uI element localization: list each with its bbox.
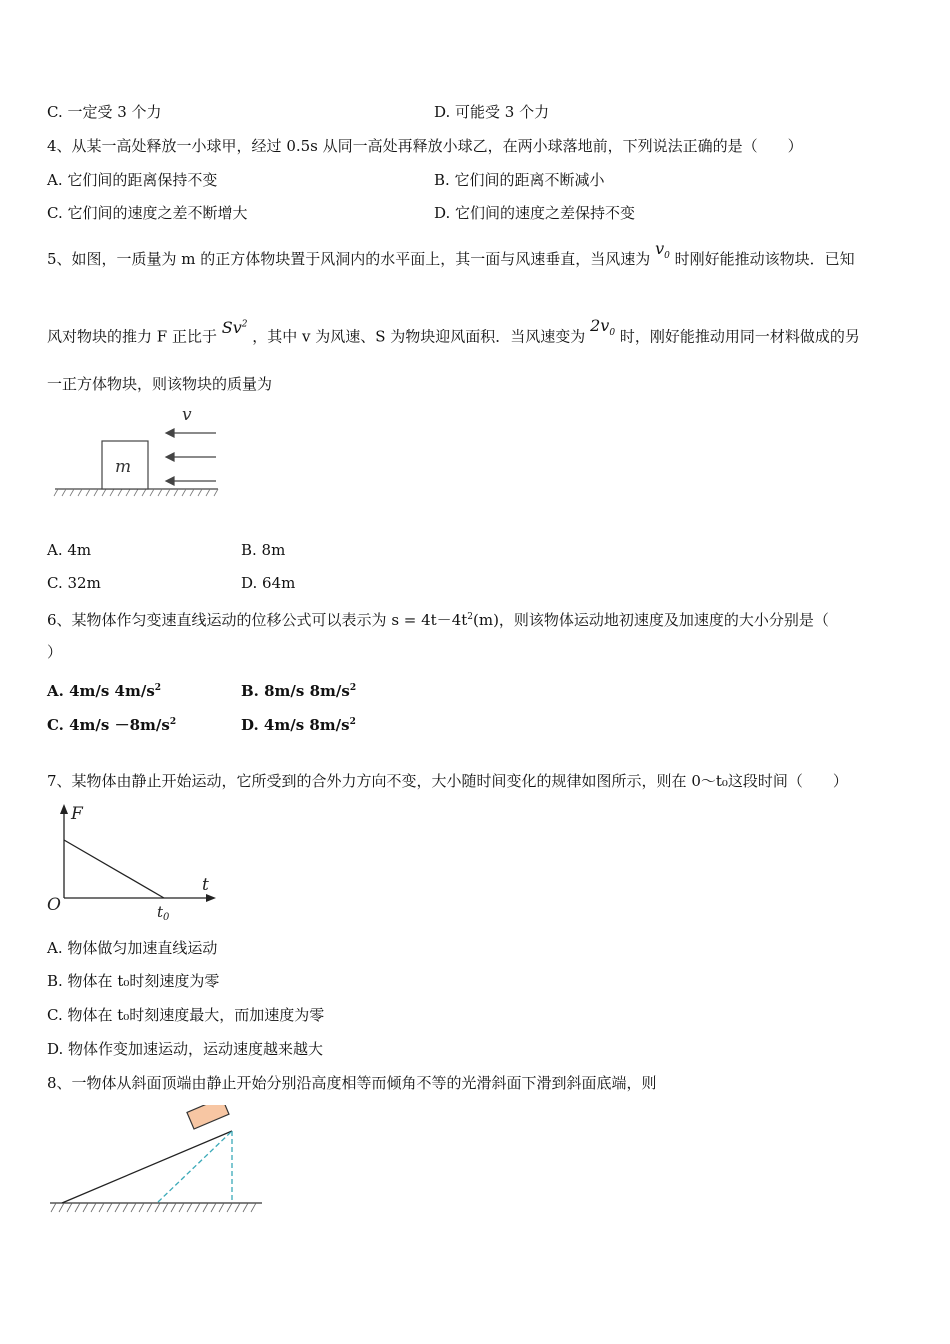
- q5-sv-sup: 2: [241, 320, 248, 330]
- q7-option-c: C. 物体在 t₀时刻速度最大，而加速度为零: [47, 1006, 325, 1024]
- q5-2v0: [590, 316, 616, 339]
- q3-option-c: C. 一定受 3 个力: [47, 103, 162, 121]
- q5-2v0-symbol: 2v: [590, 316, 610, 336]
- q6-option-c-text: C. 4m/s －8m/s: [47, 716, 170, 734]
- q7-origin-label: O: [47, 895, 61, 915]
- q7-option-d: D. 物体作变加速运动，运动速度越来越大: [47, 1040, 324, 1058]
- q6-option-d-sup: 2: [349, 717, 356, 727]
- q5-v0-symbol: v: [655, 239, 665, 258]
- q6-option-b: [241, 678, 356, 701]
- q6-option-a-sup: 2: [154, 683, 162, 693]
- q4-option-a: A. 它们间的距离保持不变: [47, 171, 218, 189]
- q6-stem-line-1: [47, 607, 829, 630]
- q4-option-d: D. 它们间的速度之差保持不变: [434, 204, 636, 222]
- q5-wind-tunnel-figure: [50, 400, 230, 505]
- q5-sv-symbol: Sv: [221, 318, 242, 338]
- q6-option-b-sup: 2: [349, 683, 357, 693]
- q6-option-a: [47, 678, 161, 701]
- q5-velocity-label: v: [182, 405, 192, 425]
- q7-t0-symbol: t: [157, 903, 164, 921]
- q7-t0-sub: 0: [163, 912, 170, 923]
- q5-v0-sub: 0: [664, 251, 670, 262]
- q8-block: [187, 1105, 229, 1129]
- q5-option-d: D. 64m: [241, 574, 296, 592]
- q7-axis-label-t: t: [202, 875, 209, 895]
- q7-t0-label: [157, 903, 170, 923]
- q6-option-d: [241, 712, 356, 735]
- q4-option-b: B. 它们间的距离不断减小: [434, 171, 605, 189]
- q6-option-a-text: A. 4m/s 4m/s: [47, 682, 155, 700]
- q5-wind-arrows: [166, 429, 216, 485]
- q5-stem-2a: 风对物块的推力 F 正比于: [47, 327, 217, 346]
- q4-stem: 4、从某一高处释放一小球甲，经过 0.5s 从同一高处再释放小球乙，在两小球落地前，下列说法正确的是（ ）: [47, 137, 803, 155]
- q5-block-label: m: [115, 457, 132, 477]
- q6-stem-a: 6、某物体作匀变速直线运动的位移公式可以表示为 s = 4t－4t: [47, 611, 468, 629]
- q8-incline-main: [62, 1131, 232, 1203]
- q6-option-b-text: B. 8m/s 8m/s: [241, 682, 350, 700]
- q5-stem-1b: 时刚好能推动该物块．已知: [674, 250, 855, 268]
- q4-option-c: C. 它们间的速度之差不断增大: [47, 204, 248, 222]
- q5-option-a: A. 4m: [47, 541, 92, 559]
- q6-option-c-sup: 2: [169, 717, 177, 727]
- q7-axis-label-f: F: [71, 804, 83, 824]
- q7-force-time-graph: [44, 800, 224, 925]
- q7-option-b: B. 物体在 t₀时刻速度为零: [47, 972, 220, 990]
- q7-force-line: [64, 840, 164, 898]
- q6-option-c: [47, 712, 176, 735]
- q8-stem: 8、一物体从斜面顶端由静止开始分别沿高度相等而倾角不等的光滑斜面下滑到斜面底端，则: [47, 1074, 657, 1092]
- q5-stem-line-2: [47, 316, 860, 354]
- q5-stem-line-1: [47, 239, 855, 276]
- q6-stem-b: (m)，则该物体运动地初速度及加速度的大小分别是（: [473, 611, 829, 629]
- q5-v0: [655, 239, 670, 262]
- q6-option-d-text: D. 4m/s 8m/s: [241, 716, 350, 734]
- q8-incline-steep: [158, 1131, 232, 1202]
- q5-sv2: [222, 318, 248, 337]
- q5-option-c: C. 32m: [47, 574, 101, 592]
- q7-option-a: A. 物体做匀加速直线运动: [47, 939, 218, 957]
- q5-2v0-sub: 0: [609, 328, 616, 339]
- q5-stem-2b: ，其中 v 为风速、S 为物块迎风面积．当风速变为: [252, 327, 586, 346]
- q7-stem: 7、某物体由静止开始运动，它所受到的合外力方向不变，大小随时间变化的规律如图所示，则在 0～t₀这段时间（ ）: [47, 772, 848, 790]
- q6-stem-sup: 2: [467, 612, 473, 622]
- q6-stem-line-2: ）: [47, 643, 63, 661]
- q5-option-b: B. 8m: [241, 541, 286, 559]
- q3-option-d: D. 可能受 3 个力: [434, 103, 550, 121]
- q5-stem-2c: 时，刚好能推动用同一材料做成的另: [619, 327, 860, 346]
- q8-incline-figure: [48, 1105, 264, 1217]
- q5-stem-line-3: 一正方体物块，则该物块的质量为: [47, 375, 273, 393]
- q5-stem-1a: 5、如图，一质量为 m 的正方体物块置于风洞内的水平面上，其一面与风速垂直，当风速为: [47, 250, 651, 268]
